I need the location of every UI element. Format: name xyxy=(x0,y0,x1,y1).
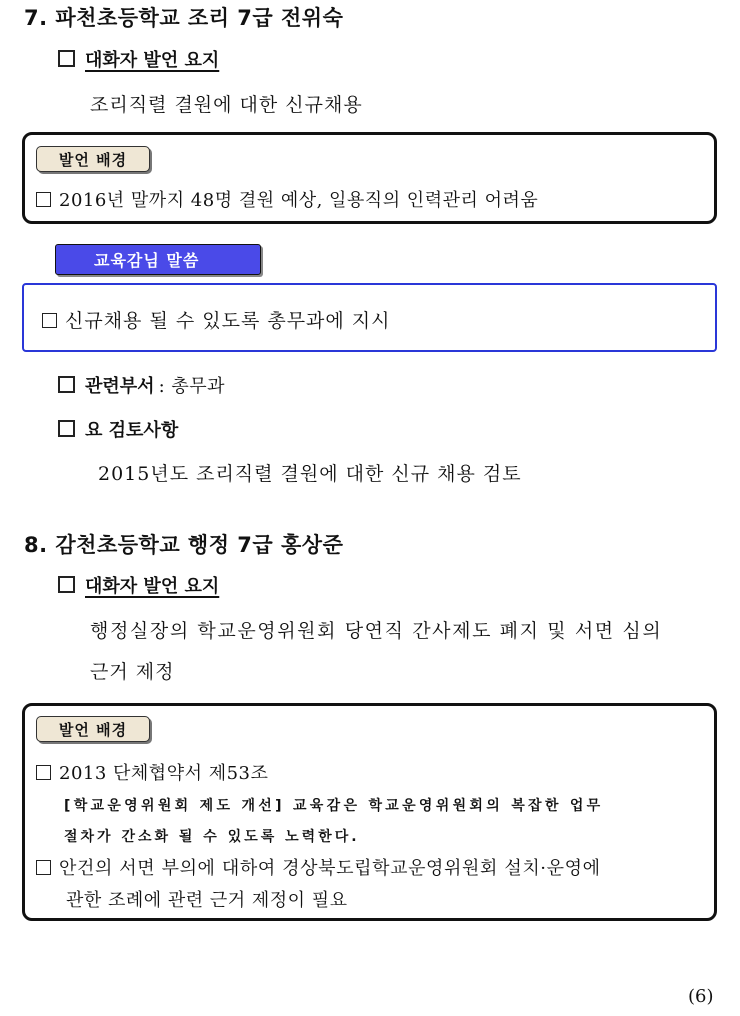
checkbox-icon xyxy=(36,192,51,207)
section-8-background-item-2-line-2: 관한 조례에 관련 근거 제정이 필요 xyxy=(66,890,348,911)
checkbox-icon xyxy=(42,313,57,328)
section-8-remarks-line-2: 근거 제정 xyxy=(90,661,175,683)
section-7-remarks-heading: 대화자 발언 요지 xyxy=(58,46,219,72)
section-7-title: 7. 파천초등학교 조리 7급 전위숙 xyxy=(24,6,344,30)
checkbox-icon xyxy=(36,765,51,780)
section-7-dept xyxy=(58,372,225,398)
checkbox-icon xyxy=(36,860,51,875)
section-8-remarks-heading: 대화자 발언 요지 xyxy=(58,572,219,598)
section-7-background-tag: 발언 배경 xyxy=(36,146,150,172)
section-7-superintendent-tag: 교육감님 말씀 xyxy=(55,244,261,275)
section-8-background-item-1: 2013 단체협약서 제53조 xyxy=(36,759,268,785)
dept-label: 관련부서 xyxy=(85,376,155,397)
section-7-remarks-text: 조리직렬 결원에 대한 신규채용 xyxy=(90,94,363,116)
section-7-superintendent-item: 신규채용 될 수 있도록 총무과에 지시 xyxy=(42,306,391,333)
section-7-review-heading: 요 검토사항 xyxy=(58,416,178,442)
section-8-remarks-line-1: 행정실장의 학교운영위원회 당연직 간사제도 폐지 및 서면 심의 xyxy=(90,620,663,642)
dept-value: : 총무과 xyxy=(158,376,226,397)
section-8-quote-line-1: [학교운영위원회 제도 개선] 교육감은 학교운영위원회의 복잡한 업무 xyxy=(64,798,604,814)
section-8-quote-line-2: 절차가 간소화 될 수 있도록 노력한다. xyxy=(64,829,360,845)
checkbox-icon xyxy=(58,376,75,393)
checkbox-icon xyxy=(58,420,75,437)
section-8-title: 8. 감천초등학교 행정 7급 홍상준 xyxy=(24,533,344,557)
section-7-background-item: 2016년 말까지 48명 결원 예상, 일용직의 인력관리 어려움 xyxy=(36,186,538,212)
checkbox-icon xyxy=(58,576,75,593)
section-7-review-text: 2015년도 조리직렬 결원에 대한 신규 채용 검토 xyxy=(98,463,522,485)
checkbox-icon xyxy=(58,50,75,67)
page-number: (6) xyxy=(688,986,714,1007)
section-8-background-item-2: 안건의 서면 부의에 대하여 경상북도립학교운영위원회 설치·운영에 xyxy=(36,854,601,880)
section-8-background-tag: 발언 배경 xyxy=(36,716,150,742)
